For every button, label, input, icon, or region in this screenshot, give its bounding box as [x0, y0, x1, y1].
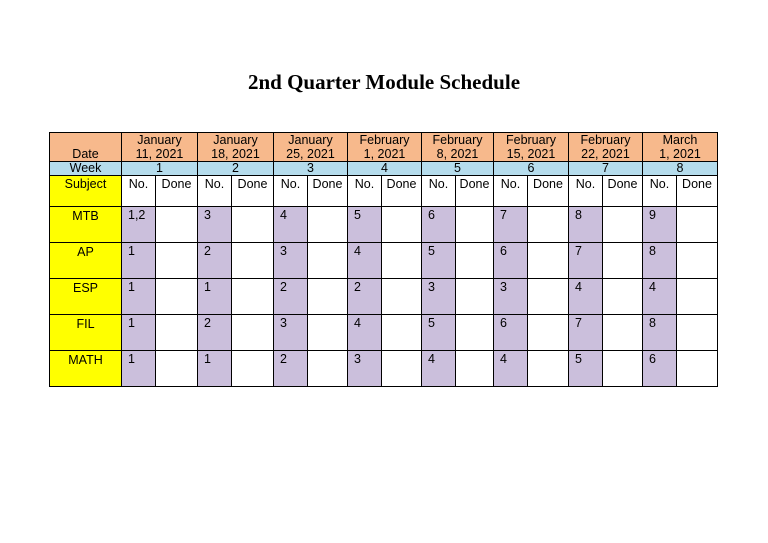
module-number: 3 [198, 207, 232, 243]
done-checkbox-cell[interactable] [677, 207, 718, 243]
module-number: 6 [422, 207, 456, 243]
module-number: 2 [198, 315, 232, 351]
week-date-month: February [580, 133, 631, 147]
module-number: 1 [122, 351, 156, 387]
module-number: 3 [348, 351, 382, 387]
done-checkbox-cell[interactable] [528, 279, 569, 315]
week-date [643, 133, 718, 162]
module-number: 4 [348, 315, 382, 351]
done-checkbox-cell[interactable] [677, 315, 718, 351]
module-number: 6 [643, 351, 677, 387]
week-date-day: 1, 2021 [659, 147, 701, 161]
no-header: No. [348, 176, 382, 207]
subject-row [50, 315, 718, 351]
module-number: 4 [422, 351, 456, 387]
week-date-day: 11, 2021 [135, 147, 184, 161]
module-number: 4 [569, 279, 603, 315]
done-checkbox-cell[interactable] [308, 315, 348, 351]
subject-row [50, 207, 718, 243]
module-number: 6 [494, 243, 528, 279]
done-checkbox-cell[interactable] [382, 243, 422, 279]
done-header: Done [232, 176, 274, 207]
week-date-day: 18, 2021 [211, 147, 260, 161]
week-date [494, 133, 569, 162]
done-checkbox-cell[interactable] [603, 351, 643, 387]
module-number: 4 [494, 351, 528, 387]
done-checkbox-cell[interactable] [156, 315, 198, 351]
week-number: 7 [569, 162, 643, 176]
week-date-day: 22, 2021 [581, 147, 630, 161]
done-checkbox-cell[interactable] [232, 243, 274, 279]
week-label: Week [50, 162, 122, 176]
module-number: 5 [348, 207, 382, 243]
module-number: 8 [643, 315, 677, 351]
week-number: 8 [643, 162, 718, 176]
done-checkbox-cell[interactable] [456, 351, 494, 387]
module-number: 5 [569, 351, 603, 387]
module-schedule-table [49, 132, 718, 387]
module-number: 3 [422, 279, 456, 315]
done-checkbox-cell[interactable] [382, 315, 422, 351]
subject-label: Subject [50, 176, 122, 207]
done-checkbox-cell[interactable] [156, 351, 198, 387]
week-date [348, 133, 422, 162]
done-checkbox-cell[interactable] [232, 207, 274, 243]
no-header: No. [422, 176, 456, 207]
module-number: 1,2 [122, 207, 156, 243]
module-number: 2 [274, 351, 308, 387]
subject-name: MTB [50, 207, 122, 243]
done-checkbox-cell[interactable] [603, 243, 643, 279]
done-checkbox-cell[interactable] [603, 279, 643, 315]
done-checkbox-cell[interactable] [528, 243, 569, 279]
week-number: 6 [494, 162, 569, 176]
done-checkbox-cell[interactable] [677, 351, 718, 387]
no-header: No. [643, 176, 677, 207]
week-date-month: February [359, 133, 410, 147]
done-checkbox-cell[interactable] [308, 207, 348, 243]
module-number: 6 [494, 315, 528, 351]
no-header: No. [122, 176, 156, 207]
subject-name: ESP [50, 279, 122, 315]
week-date [569, 133, 643, 162]
subject-row [50, 243, 718, 279]
done-header: Done [456, 176, 494, 207]
module-number: 7 [569, 243, 603, 279]
no-header: No. [494, 176, 528, 207]
week-number: 2 [198, 162, 274, 176]
page-title: 2nd Quarter Module Schedule [247, 70, 521, 94]
done-checkbox-cell[interactable] [456, 243, 494, 279]
week-date-day: 25, 2021 [286, 147, 335, 161]
done-header: Done [308, 176, 348, 207]
week-date-day: 1, 2021 [363, 147, 406, 161]
module-number: 7 [494, 207, 528, 243]
done-checkbox-cell[interactable] [382, 351, 422, 387]
done-checkbox-cell[interactable] [382, 207, 422, 243]
done-checkbox-cell[interactable] [308, 279, 348, 315]
subject-name: MATH [50, 351, 122, 387]
week-date-month: February [432, 133, 483, 147]
module-number: 1 [198, 351, 232, 387]
week-number: 5 [422, 162, 494, 176]
module-number: 9 [643, 207, 677, 243]
week-date-month: January [213, 133, 258, 147]
date-label: Date [50, 133, 122, 162]
module-number: 1 [122, 243, 156, 279]
done-checkbox-cell[interactable] [382, 279, 422, 315]
column-header-row [50, 176, 718, 207]
week-date-month: January [288, 133, 333, 147]
done-header: Done [603, 176, 643, 207]
done-header: Done [382, 176, 422, 207]
module-number: 3 [274, 243, 308, 279]
week-date [122, 133, 198, 162]
week-number: 1 [122, 162, 198, 176]
done-checkbox-cell[interactable] [528, 207, 569, 243]
module-number: 2 [198, 243, 232, 279]
done-checkbox-cell[interactable] [232, 351, 274, 387]
module-number: 2 [274, 279, 308, 315]
subject-name: AP [50, 243, 122, 279]
done-checkbox-cell[interactable] [528, 315, 569, 351]
done-checkbox-cell[interactable] [603, 207, 643, 243]
module-number: 3 [274, 315, 308, 351]
module-number: 3 [494, 279, 528, 315]
module-number: 5 [422, 315, 456, 351]
week-number: 4 [348, 162, 422, 176]
module-number: 4 [348, 243, 382, 279]
module-number: 2 [348, 279, 382, 315]
done-checkbox-cell[interactable] [156, 243, 198, 279]
week-date-month: March [662, 133, 698, 147]
week-date-month: February [505, 133, 557, 147]
done-header: Done [156, 176, 198, 207]
done-checkbox-cell[interactable] [232, 279, 274, 315]
done-checkbox-cell[interactable] [603, 315, 643, 351]
date-row [50, 133, 718, 162]
module-number: 7 [569, 315, 603, 351]
done-checkbox-cell[interactable] [156, 279, 198, 315]
no-header: No. [569, 176, 603, 207]
week-date [422, 133, 494, 162]
done-header: Done [528, 176, 569, 207]
module-number: 8 [643, 243, 677, 279]
done-checkbox-cell[interactable] [156, 207, 198, 243]
done-checkbox-cell[interactable] [456, 279, 494, 315]
no-header: No. [198, 176, 232, 207]
module-number: 5 [422, 243, 456, 279]
subject-name: FIL [50, 315, 122, 351]
done-checkbox-cell[interactable] [308, 243, 348, 279]
done-checkbox-cell[interactable] [232, 315, 274, 351]
done-header: Done [677, 176, 718, 207]
module-number: 1 [198, 279, 232, 315]
module-number: 8 [569, 207, 603, 243]
done-checkbox-cell[interactable] [308, 351, 348, 387]
done-checkbox-cell[interactable] [456, 207, 494, 243]
subject-row [50, 351, 718, 387]
week-date [274, 133, 348, 162]
done-checkbox-cell[interactable] [456, 315, 494, 351]
week-date-month: January [137, 133, 182, 147]
week-date [198, 133, 274, 162]
week-date-day: 8, 2021 [436, 147, 479, 161]
subject-row [50, 279, 718, 315]
module-number: 1 [122, 315, 156, 351]
no-header: No. [274, 176, 308, 207]
week-date-day: 15, 2021 [506, 147, 556, 161]
done-checkbox-cell[interactable] [677, 243, 718, 279]
done-checkbox-cell[interactable] [528, 351, 569, 387]
module-number: 4 [274, 207, 308, 243]
week-number: 3 [274, 162, 348, 176]
week-row [50, 162, 718, 176]
module-number: 1 [122, 279, 156, 315]
module-number: 4 [643, 279, 677, 315]
done-checkbox-cell[interactable] [677, 279, 718, 315]
